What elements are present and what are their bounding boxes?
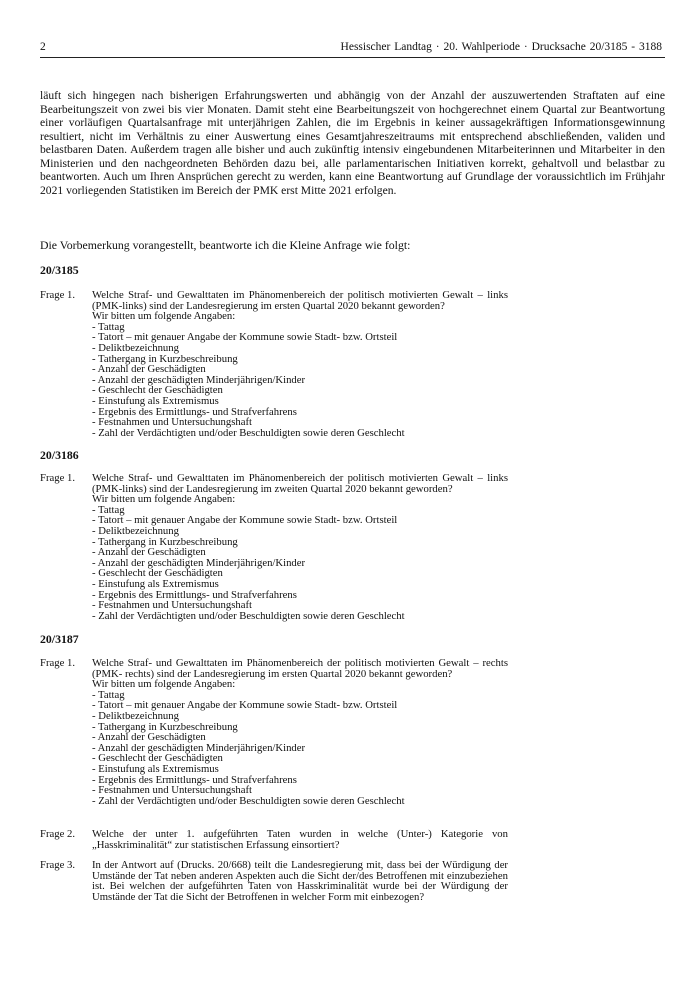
question-text: Welche der unter 1. aufgeführten Taten wurden in welche (Unter-) Kategorie von „Hasskriminalität“ zur statistischen Erfassung einsortiert? [92, 828, 508, 851]
list-item: - Zahl der Verdächtigten und/oder Beschuldigten sowie deren Geschlecht [92, 796, 508, 807]
question-label: Frage 3. [40, 859, 76, 871]
question-body [92, 658, 508, 806]
question-label: Frage 2. [40, 828, 76, 840]
list-item: - Festnahmen und Untersuchungshaft [92, 417, 508, 428]
list-item: - Zahl der Verdächtigten und/oder Beschuldigten sowie deren Geschlecht [92, 428, 508, 439]
list-item: - Geschlecht der Geschädigten [92, 753, 508, 764]
list-item: - Geschlecht der Geschädigten [92, 385, 508, 396]
question-label: Frage 1. [40, 472, 76, 484]
list-item: - Zahl der Verdächtigten und/oder Beschuldigten sowie deren Geschlecht [92, 611, 508, 622]
question-label: Frage 1. [40, 289, 76, 301]
question-text: In der Antwort auf (Drucks. 20/668) teilt die Landesregierung mit, dass bei der Würdigung der Umstände der Tat neben anderen Aspekten auch die Sicht der/des Betroffenen mit einzubeziehen ist. Bei welchen der aufgeführten Taten von Hasskriminalität wurde bei der Würdigung der Umstände der Tat die Sicht der Betroffenen in welcher Form mit einbezogen? [92, 859, 508, 903]
list-item: - Geschlecht der Geschädigten [92, 568, 508, 579]
list-item: - Einstufung als Extremismus [92, 764, 508, 775]
requested-details-list [92, 690, 508, 807]
list-item: - Einstufung als Extremismus [92, 396, 508, 407]
list-item: - Anzahl der geschädigten Minderjährigen/Kinder [92, 743, 508, 754]
list-item: - Tatort – mit genauer Angabe der Kommune sowie Stadt- bzw. Ortsteil [92, 515, 508, 526]
list-item: - Tattag [92, 322, 508, 333]
requested-details-list [92, 322, 508, 439]
list-item: - Anzahl der geschädigten Minderjährigen/Kinder [92, 558, 508, 569]
question-body [92, 860, 508, 902]
list-item: - Tathergang in Kurzbeschreibung [92, 722, 508, 733]
section-title: 20/3186 [40, 448, 79, 462]
page-header [40, 41, 665, 58]
question-subtext: Wir bitten um folgende Angaben: [92, 310, 236, 323]
list-item: - Deliktbezeichnung [92, 526, 508, 537]
question-text: Welche Straf- und Gewalttaten im Phänomenbereich der politisch motivierten Gewalt – links (PMK-links) sind der Landesregierung im zweiten Quartal 2020 bekannt geworden? [92, 472, 508, 495]
question-body [92, 829, 508, 850]
list-item: - Anzahl der Geschädigten [92, 732, 508, 743]
list-item: - Deliktbezeichnung [92, 343, 508, 354]
list-item: - Deliktbezeichnung [92, 711, 508, 722]
document-reference: Hessischer Landtag · 20. Wahlperiode · Drucksache 20/3185 - 3188 [340, 41, 662, 53]
list-item: - Ergebnis des Ermittlungs- und Strafverfahrens [92, 407, 508, 418]
question-subtext: Wir bitten um folgende Angaben: [92, 493, 236, 506]
intro-paragraph: läuft sich hingegen nach bisherigen Erfahrungswerten und abhängig von der Anzahl der auszuwertenden Straftaten auf eine Bearbeitungszeit von zwei bis vier Monaten. Damit steht eine Bearbeitungszeit von hochgerechnet einem Quartal zur Beantwortung einer vorläufigen Quartalsanfrage mit unterjährigen Zahlen, die im Ergebnis in keiner aussagekräftigen Informationsgewinnung resultiert, nicht im Verhältnis zu einer Auswertung eines Gesamtjahreszeitraums mit entsprechend abschließenden, validen und belastbaren Daten. Außerdem tragen alle bisher und auch zukünftig intensiv eingebundenen Mitarbeiterinnen und Mitarbeiter in den Ministerien und den nachgeordneten Behörden dazu bei, alle parlamentarischen Initiativen korrekt, gehaltvoll und belastbar zu beantworten. Auch um Ihren Ansprüchen gerecht zu werden, kann eine Beantwortung auf Grundlage der voraussichtlich im Frühjahr 2021 vorliegenden Statistiken im Bereich der PMK erst Mitte 2021 erfolgen. [40, 89, 665, 197]
question-body [92, 473, 508, 621]
question-text: Welche Straf- und Gewalttaten im Phänomenbereich der politisch motivierten Gewalt – rechts (PMK- rechts) sind der Landesregierung im ersten Quartal 2020 bekannt geworden? [92, 657, 508, 680]
list-item: - Ergebnis des Ermittlungs- und Strafverfahrens [92, 590, 508, 601]
list-item: - Tattag [92, 690, 508, 701]
lead-sentence: Die Vorbemerkung vorangestellt, beantworte ich die Kleine Anfrage wie folgt: [40, 238, 411, 252]
question-subtext: Wir bitten um folgende Angaben: [92, 678, 236, 691]
question-text: Welche Straf- und Gewalttaten im Phänomenbereich der politisch motivierten Gewalt – links (PMK-links) sind der Landesregierung im ersten Quartal 2020 bekannt geworden? [92, 289, 508, 312]
list-item: - Festnahmen und Untersuchungshaft [92, 600, 508, 611]
page-number: 2 [40, 41, 46, 53]
list-item: - Festnahmen und Untersuchungshaft [92, 785, 508, 796]
list-item: - Anzahl der geschädigten Minderjährigen/Kinder [92, 375, 508, 386]
list-item: - Ergebnis des Ermittlungs- und Strafverfahrens [92, 775, 508, 786]
question-body [92, 290, 508, 438]
list-item: - Anzahl der Geschädigten [92, 364, 508, 375]
list-item: - Tattag [92, 505, 508, 516]
list-item: - Tathergang in Kurzbeschreibung [92, 537, 508, 548]
list-item: - Einstufung als Extremismus [92, 579, 508, 590]
question-label: Frage 1. [40, 657, 76, 669]
list-item: - Tathergang in Kurzbeschreibung [92, 354, 508, 365]
requested-details-list [92, 505, 508, 622]
list-item: - Tatort – mit genauer Angabe der Kommune sowie Stadt- bzw. Ortsteil [92, 700, 508, 711]
list-item: - Anzahl der Geschädigten [92, 547, 508, 558]
section-title: 20/3185 [40, 263, 79, 277]
section-title: 20/3187 [40, 632, 79, 646]
list-item: - Tatort – mit genauer Angabe der Kommune sowie Stadt- bzw. Ortsteil [92, 332, 508, 343]
